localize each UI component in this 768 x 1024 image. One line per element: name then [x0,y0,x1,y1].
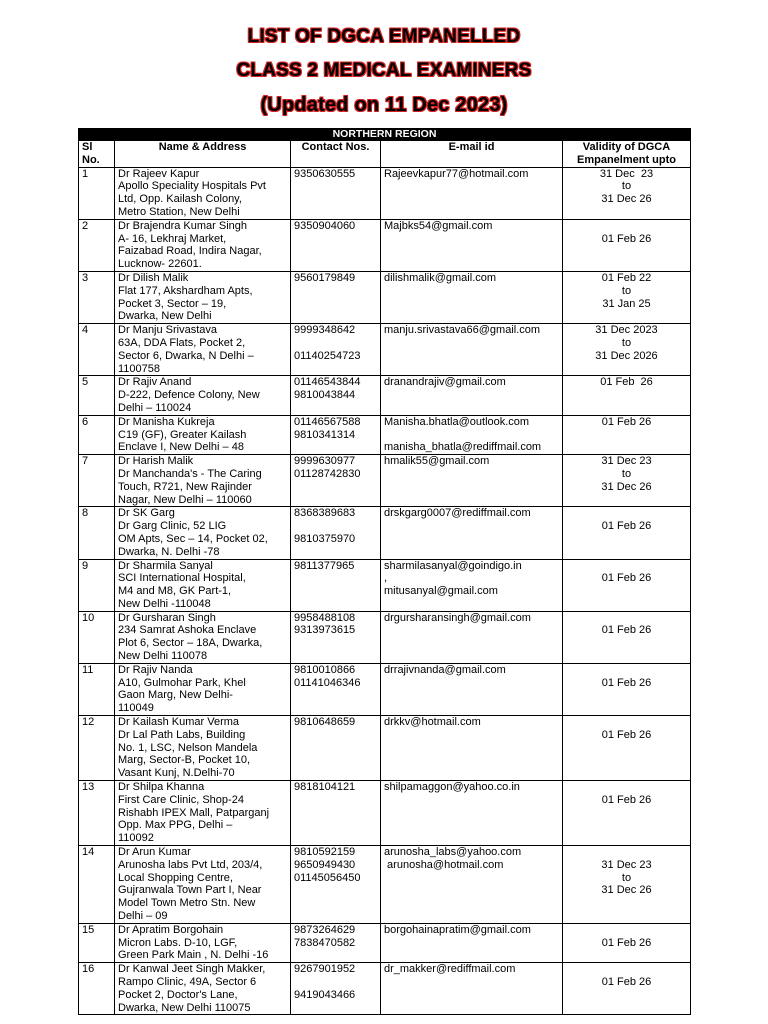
name-address-line: Apollo Speciality Hospitals Pvt [118,180,266,193]
name-address-cell [115,781,291,846]
sl-no-cell: 16 [79,963,115,1015]
email-cell [381,376,563,415]
validity-line [566,963,687,976]
validity-line [566,716,687,729]
validity-cell [563,271,691,323]
contact-number: 9999348642 [294,324,356,337]
name-address-line: Marg, Sector-B, Pocket 10, [118,754,251,767]
email-cell [381,846,563,924]
sl-no-cell: 1 [79,167,115,219]
document-title-line-1: LIST OF DGCA EMPANELLED [247,26,521,47]
name-address-line: Green Park Main , N. Delhi -16 [118,949,269,962]
table-row [79,716,691,781]
contact-cell [291,271,381,323]
name-address-cell [115,455,291,507]
email-cell [381,923,563,962]
table-row [79,507,691,559]
contact-number: 9958488108 [294,611,356,624]
name-address-line: Local Shopping Centre, [118,871,233,884]
name-address-cell [115,559,291,611]
name-address-line: 110049 [118,702,154,715]
contact-cell [291,376,381,415]
header-validity-line-1: Validity of DGCA [582,141,671,153]
table-row [79,963,691,1015]
name-address-cell [115,663,291,715]
validity-line: 31 Dec 26 [601,193,652,206]
table-row [79,846,691,924]
sl-no-cell: 8 [79,507,115,559]
email-cell [381,611,563,663]
contact-number: 9267901952 [294,963,356,976]
name-address-cell [115,167,291,219]
name-address-line: Sector 6, Dwarka, N Delhi – [118,349,254,362]
header-no-line: No. [82,153,100,166]
contact-number: 9350904060 [294,219,356,232]
contact-number: 9313973615 [294,624,356,637]
header-sl-line: Sl [82,141,93,153]
validity-line: 01 Feb 26 [601,976,652,988]
contact-cell [291,219,381,271]
contact-number: 9350630555 [294,167,356,180]
name-address-line: Gaon Marg, New Delhi- [118,689,233,702]
validity-line [566,846,687,859]
email-cell [381,271,563,323]
validity-cell [563,963,691,1015]
name-address-cell [115,846,291,924]
name-address-line: Dr Sharmila Sanyal [118,559,213,572]
name-address-line: Delhi – 110024 [118,401,192,414]
name-address-line: Dr Kanwal Jeet Singh Makker, [118,963,266,976]
contact-number [294,520,377,533]
validity-line: 01 Feb 26 [601,793,652,806]
email-address: arunosha@hotmail.com [384,858,504,871]
table-row [79,611,691,663]
name-address-line: Dr Rajiv Nanda [118,663,193,676]
validity-line [566,612,687,625]
sl-no-cell: 5 [79,376,115,415]
validity-cell [563,923,691,962]
email-address: , [384,572,388,585]
sl-no-cell: 7 [79,455,115,507]
name-address-line: Dr Garg Clinic, 52 LIG [118,520,227,533]
validity-line [566,924,687,937]
name-address-line: Dr Lal Path Labs, Building [118,728,246,741]
header-name-address: Name & Address [115,141,291,168]
name-address-line: Dwarka, New Delhi 110075 [118,1001,251,1014]
name-address-cell [115,716,291,781]
table-row [79,415,691,454]
validity-line: 31 Jan 25 [602,297,651,310]
contact-number: 01145056450 [294,871,361,884]
contact-number: 01140254723 [294,349,361,362]
name-address-line: Arunosha labs Pvt Ltd, 203/4, [118,858,263,871]
name-address-line: Dr Gursharan Singh [118,611,216,624]
header-validity-line-2: Empanelment upto [576,153,676,166]
name-address-line: 1100758 [118,362,161,375]
contact-number: 9419043466 [294,988,356,1001]
examiners-table [78,128,691,1015]
validity-cell [563,376,691,415]
validity-cell [563,663,691,715]
email-address: drrajivnanda@gmail.com [384,663,506,676]
name-address-line: Ltd, Opp. Kailash Colony, [118,193,242,206]
contact-cell [291,455,381,507]
table-row [79,455,691,507]
validity-line: to [621,467,632,480]
sl-no-cell: 2 [79,219,115,271]
contact-cell [291,963,381,1015]
email-address: mitusanyal@gmail.com [384,585,498,598]
contact-number: 01146543844 [294,376,361,389]
sl-no-cell: 9 [79,559,115,611]
sl-no-cell: 3 [79,271,115,323]
sl-no-cell: 4 [79,324,115,376]
table-row [79,376,691,415]
name-address-line: New Delhi 110078 [118,650,208,663]
validity-line [566,560,687,573]
name-address-line: Dr Apratim Borgohain [118,923,224,936]
email-address: dilishmalik@gmail.com [384,271,497,284]
email-cell [381,781,563,846]
name-address-line: M4 and M8, GK Part-1, [118,585,232,598]
validity-line: 01 Feb 26 [601,676,652,689]
contact-number: 9818104121 [294,781,356,794]
name-address-line: Dr Arun Kumar [118,846,191,859]
name-address-line: New Delhi -110048 [118,597,211,610]
name-address-line: Micron Labs. D-10, LGF, [118,936,238,949]
email-address: arunosha_labs@yahoo.com [384,846,522,859]
email-cell [381,219,563,271]
column-header-row [79,141,691,168]
validity-line: 01 Feb 22 [601,271,652,284]
validity-line: to [621,336,632,349]
validity-line: 01 Feb 26 [601,520,652,533]
sl-no-cell: 15 [79,923,115,962]
name-address-line: Lucknow- 22601. [118,258,202,271]
name-address-cell [115,271,291,323]
name-address-line: Dr Rajiv Anand [118,376,192,389]
email-address: Manisha.bhatla@outlook.com [384,415,530,428]
contact-cell [291,663,381,715]
contact-number: 9810043844 [294,389,356,402]
table-row [79,663,691,715]
contact-cell [291,507,381,559]
header-validity [563,141,691,168]
name-address-line: Enclave I, New Delhi – 48 [118,441,244,454]
name-address-line: Pocket 3, Sector – 19, [118,297,227,310]
contact-number: 9810010866 [294,663,356,676]
name-address-line: Dr Manju Srivastava [118,324,218,337]
validity-line: 01 Feb 26 [601,936,652,949]
contact-number: 9560179849 [294,271,356,284]
table-row [79,559,691,611]
region-header-row [79,129,691,141]
email-cell [381,663,563,715]
validity-line: 01 Feb 26 [601,728,652,741]
validity-line: 31 Dec 26 [601,480,652,493]
table-row [79,271,691,323]
contact-cell [291,781,381,846]
document-title-line-2: CLASS 2 MEDICAL EXAMINERS [236,60,532,81]
table-row [79,219,691,271]
name-address-line: Faizabad Road, Indira Nagar, [118,245,262,258]
validity-cell [563,507,691,559]
table-row [79,167,691,219]
contact-cell [291,611,381,663]
validity-cell [563,716,691,781]
name-address-line: Rishabh IPEX Mall, Patparganj [118,806,270,819]
table-row [79,781,691,846]
header-sl-no [79,141,115,168]
name-address-line: Nagar, New Delhi – 110060 [118,493,252,506]
contact-number: 01128742830 [294,467,361,480]
email-cell [381,507,563,559]
name-address-line: No. 1, LSC, Nelson Mandela [118,741,258,754]
name-address-line: Dwarka, N. Delhi -78 [118,545,220,558]
contact-number [294,337,377,350]
name-address-line: C19 (GF), Greater Kailash [118,428,247,441]
email-address: manisha_bhatla@rediffmail.com [384,441,542,454]
validity-cell [563,846,691,924]
contact-number: 01146567588 [294,415,361,428]
name-address-line: Delhi – 09 [118,910,168,923]
email-cell [381,559,563,611]
name-address-cell [115,611,291,663]
contact-cell [291,846,381,924]
validity-line: 01 Feb 26 [601,232,652,245]
name-address-line: A10, Gulmohar Park, Khel [118,676,246,689]
region-label: NORTHERN REGION [79,129,691,141]
name-address-cell [115,923,291,962]
validity-cell [563,219,691,271]
contact-cell [291,923,381,962]
email-address: sharmilasanyal@goindigo.in [384,559,522,572]
validity-cell [563,415,691,454]
validity-line [566,507,687,520]
email-cell [381,455,563,507]
email-address [384,429,559,442]
name-address-line: Dr Manisha Kukreja [118,415,215,428]
validity-line: 31 Dec 26 [601,884,652,897]
name-address-cell [115,376,291,415]
sl-no-cell: 10 [79,611,115,663]
contact-number [294,976,377,989]
email-address: drskgarg0007@rediffmail.com [384,507,531,520]
email-address: dranandrajiv@gmail.com [384,376,506,389]
contact-number: 9810648659 [294,716,356,729]
header-email: E-mail id [381,141,563,168]
validity-line: 31 Dec 23 [599,167,654,180]
email-address: borgohainapratim@gmail.com [384,923,531,936]
name-address-line: Dr Rajeev Kapur [118,167,200,180]
validity-cell [563,324,691,376]
sl-no-cell: 14 [79,846,115,924]
contact-number: 9999630977 [294,455,356,468]
contact-number: 8368389683 [294,507,356,520]
sl-no-cell: 11 [79,663,115,715]
validity-line: to [621,284,632,297]
name-address-cell [115,507,291,559]
email-address: Rajeevkapur77@hotmail.com [384,167,529,180]
email-cell [381,415,563,454]
validity-cell [563,611,691,663]
name-address-line: First Care Clinic, Shop-24 [118,793,244,806]
contact-cell [291,415,381,454]
name-address-line: 234 Samrat Ashoka Enclave [118,624,257,637]
name-address-line: Touch, R721, New Rajinder [118,480,252,493]
name-address-line: D-222, Defence Colony, New [118,389,260,402]
name-address-line: Plot 6, Sector – 18A, Dwarka, [118,637,263,650]
name-address-line: 110092 [118,832,154,845]
contact-number: 9650949430 [294,858,356,871]
validity-cell [563,781,691,846]
validity-line [566,781,687,794]
validity-line: 01 Feb 26 [601,624,652,637]
table-row [79,324,691,376]
validity-line: to [621,871,632,884]
header-contact: Contact Nos. [291,141,381,168]
email-address: manju.srivastava66@gmail.com [384,324,541,337]
document-title-updated-date: (Updated on 11 Dec 2023) [260,94,508,116]
name-address-line: Dr SK Garg [118,507,175,520]
name-address-line: Model Town Metro Stn. New [118,897,256,910]
email-cell [381,167,563,219]
name-address-cell [115,219,291,271]
name-address-line: Vasant Kunj, N.Delhi-70 [118,767,235,780]
contact-cell [291,559,381,611]
validity-cell [563,167,691,219]
sl-no-cell: 12 [79,716,115,781]
table-row [79,923,691,962]
name-address-cell [115,415,291,454]
email-address: shilpamaggon@yahoo.co.in [384,781,520,794]
contact-number: 01141046346 [294,676,361,689]
name-address-line: A- 16, Lekhraj Market, [118,232,227,245]
contact-number: 9810341314 [294,428,356,441]
name-address-line: Dr Harish Malik [118,455,194,468]
validity-line: 31 Dec 2023 [595,324,658,337]
email-cell [381,963,563,1015]
name-address-line: Flat 177, Akshardham Apts, [118,284,253,297]
name-address-line: Pocket 2, Doctor's Lane, [118,988,238,1001]
name-address-cell [115,963,291,1015]
email-address: hmalik55@gmail.com [384,455,490,468]
validity-line: 31 Dec 23 [601,455,652,468]
email-address: drgursharansingh@gmail.com [384,611,531,624]
email-address: Majbks54@gmail.com [384,219,493,232]
name-address-line: Dr Kailash Kumar Verma [118,716,240,729]
name-address-line: Dr Manchanda's - The Caring [118,467,262,480]
validity-line: 01 Feb 26 [601,415,652,428]
validity-line: 31 Dec 2026 [595,349,658,362]
contact-number: 9811377965 [294,559,355,572]
validity-line [566,664,687,677]
email-cell [381,324,563,376]
email-address: dr_makker@rediffmail.com [384,963,516,976]
contact-cell [291,716,381,781]
email-cell [381,716,563,781]
name-address-line: Dr Brajendra Kumar Singh [118,219,248,232]
name-address-line: Dr Dilish Malik [118,271,189,284]
contact-number: 7838470582 [294,936,356,949]
name-address-line: Dwarka, New Delhi [118,310,212,323]
name-address-cell [115,324,291,376]
name-address-line: SCI International Hospital, [118,572,246,585]
validity-line [566,220,687,233]
contact-cell [291,324,381,376]
email-address: drkkv@hotmail.com [384,716,481,729]
name-address-line: 63A, DDA Flats, Pocket 2, [118,336,246,349]
validity-line: 01 Feb 26 [601,572,652,585]
name-address-line: Metro Station, New Delhi [118,205,240,218]
name-address-line: Dr Shilpa Khanna [118,781,205,794]
validity-line: 31 Dec 23 [601,858,652,871]
name-address-line: OM Apts, Sec – 14, Pocket 02, [118,532,268,545]
contact-number: 9810375970 [294,532,356,545]
contact-number: 9810592159 [294,846,356,859]
validity-line: 01 Feb 26 [600,376,653,389]
contact-number: 9873264629 [294,923,356,936]
validity-cell [563,559,691,611]
name-address-line: Rampo Clinic, 49A, Sector 6 [118,976,257,988]
sl-no-cell: 6 [79,415,115,454]
name-address-line: Gujranwala Town Part I, Near [118,884,262,897]
validity-cell [563,455,691,507]
name-address-line: Opp. Max PPG, Delhi – [118,819,233,832]
contact-cell [291,167,381,219]
validity-line: to [621,180,632,193]
sl-no-cell: 13 [79,781,115,846]
